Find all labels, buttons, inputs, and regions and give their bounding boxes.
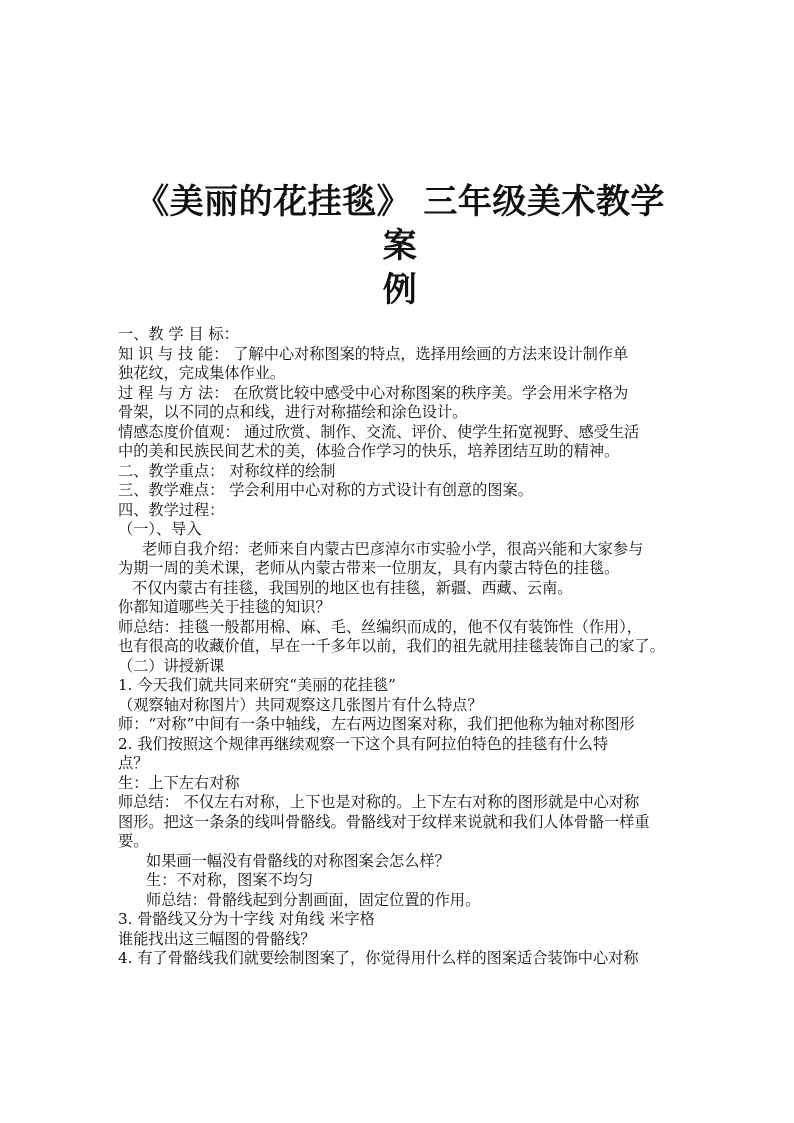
step-4-line: 4. 有了骨骼线我们就要绘制图案了，你觉得用什么样的图案适合装饰中心对称	[118, 949, 639, 967]
document-body	[118, 325, 680, 969]
teacher-intro-line: 老师自我介绍：老师来自内蒙古巴彦淖尔市实验小学，很高兴能和大家参与	[142, 539, 644, 558]
no-skeleton-question-line: 如果画一幅没有骨骼线的对称图案会怎么样？	[146, 851, 450, 870]
teacher-summary-line-end: 要。	[118, 832, 149, 850]
emotion-value-line: 情感态度价值观： 通过欣赏、制作、交流、评价、使学生拓宽视野、感受生活	[118, 422, 640, 441]
student-asymmetry-line: 生：不对称，图案不均匀	[146, 871, 314, 889]
knowledge-skill-line-cont: 独花纹，完成集体作业。	[118, 364, 286, 382]
teacher-summary-line-cont: 图形。把这一条条的线叫骨骼线。骨骼线对于纹样来说就和我们人体骨骼一样重	[118, 812, 650, 831]
process-method-line: 过 程 与 方 法： 在欣赏比较中感受中心对称图案的秩序美。学会用米字格为	[118, 383, 629, 402]
step-1-line: 1. 今天我们就共同来研究“美丽的花挂毯”	[118, 676, 396, 694]
title-line-1: 《美丽的花挂毯》 三年级美术教学案	[135, 182, 665, 266]
teaching-difficulty-line: 三、教学难点： 学会利用中心对称的方式设计有创意的图案。	[118, 481, 533, 499]
teacher-intro-line-cont: 为期一周的美术课，老师从内蒙古带来一位朋友，具有内蒙古特色的挂毯。	[118, 559, 620, 577]
summary-line: 师总结：挂毯一般都用棉、麻、毛、丝编织而成的，他不仅有装饰性（作用），	[118, 617, 642, 636]
teaching-process-heading: 四、教学过程：	[118, 500, 225, 519]
observe-axial-line: （观察轴对称图片）共同观察这几张图片有什么特点？	[118, 695, 483, 714]
section-new-lesson-heading: （二）讲授新课	[118, 656, 225, 675]
step-2-line: 2. 我们按照这个规律再继续观察一下这个具有阿拉伯特色的挂毯有什么特	[118, 734, 609, 753]
document-title	[120, 180, 680, 312]
emotion-value-line-cont: 中的美和民族民间艺术的美，体验合作学习的快乐，培养团结互助的精神。	[118, 442, 620, 460]
teacher-symmetry-line: 师：“对称”中间有一条中轴线，左右两边图案对称，我们把他称为轴对称图形	[118, 715, 635, 733]
question-line: 你都知道哪些关于挂毯的知识？	[118, 598, 331, 616]
regions-line: 不仅内蒙古有挂毯，我国别的地区也有挂毯，新疆、西藏、云南。	[132, 578, 573, 597]
student-answer-line: 生：上下左右对称	[118, 773, 240, 792]
section-intro-heading: （一）、导入	[118, 520, 202, 538]
summary-line-cont: 也有很高的收藏价值，早在一千多年以前，我们的祖先就用挂毯装饰自己的家了。	[118, 637, 665, 655]
teacher-summary-line: 师总结： 不仅左右对称，上下也是对称的。上下左右对称的图形就是中心对称	[118, 793, 640, 811]
title-line-2: 例	[382, 270, 418, 310]
find-skeleton-line: 谁能找出这三幅图的骨骼线？	[118, 929, 316, 948]
teaching-focus-line: 二、教学重点： 对称纹样的绘制	[118, 461, 336, 480]
process-method-line-cont: 骨架，以不同的点和线，进行对称描绘和涂色设计。	[118, 403, 468, 421]
knowledge-skill-line: 知 识 与 技 能： 了解中心对称图案的特点，选择用绘画的方法来设计制作单	[118, 344, 629, 363]
step-2-line-cont: 点？	[118, 754, 149, 772]
skeleton-function-line: 师总结：骨骼线起到分割画面，固定位置的作用。	[146, 890, 481, 909]
step-3-line: 3. 骨骼线又分为十字线 对角线 米字格	[118, 910, 375, 928]
heading-objectives: 一、教 学 目 标：	[118, 325, 239, 343]
